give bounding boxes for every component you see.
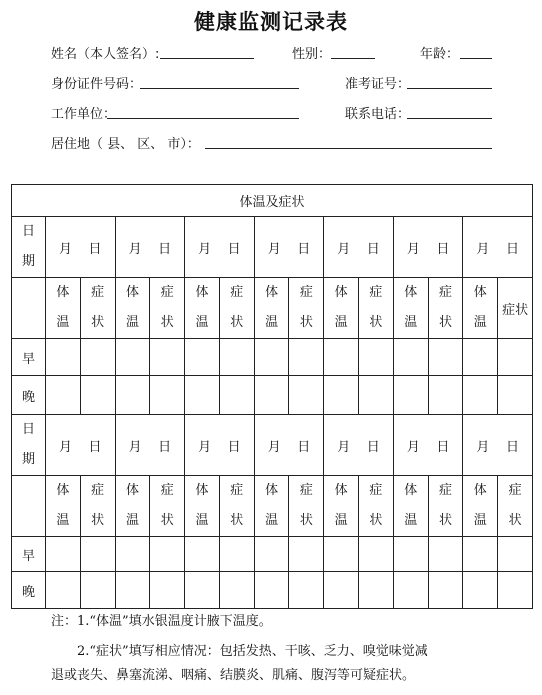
symptom-label: 症 状 (428, 476, 463, 537)
blank-cell (12, 476, 46, 537)
symptom-label: 症 状 (428, 278, 463, 339)
date-row (12, 415, 533, 476)
evening-label: 晚 (12, 572, 46, 609)
symptom-label: 症 状 (80, 278, 115, 339)
phone-label: 联系电话： (345, 107, 411, 122)
evening-row (12, 376, 533, 415)
symptom-label: 症 状 (289, 476, 324, 537)
date-cell[interactable]: 月 日 (324, 415, 394, 476)
entry-cell[interactable] (150, 572, 185, 609)
entry-cell[interactable] (219, 376, 254, 415)
temp-label: 体 温 (393, 278, 428, 339)
evening-row (12, 572, 533, 609)
symptom-label: 症 状 (289, 278, 324, 339)
entry-cell[interactable] (463, 339, 498, 376)
temp-label: 体 温 (463, 278, 498, 339)
entry-cell[interactable] (463, 572, 498, 609)
temp-label: 体 温 (254, 476, 289, 537)
symptom-label: 症 状 (219, 476, 254, 537)
entry-cell[interactable] (359, 376, 394, 415)
column-label-row (12, 278, 533, 339)
entry-cell[interactable] (393, 572, 428, 609)
age-field[interactable] (460, 58, 492, 59)
entry-cell[interactable] (428, 572, 463, 609)
entry-cell[interactable] (254, 376, 289, 415)
entry-cell[interactable] (219, 537, 254, 572)
morning-row (12, 537, 533, 572)
entry-cell[interactable] (393, 376, 428, 415)
temp-label: 体 温 (115, 278, 150, 339)
temp-label: 体 温 (463, 476, 498, 537)
date-cell[interactable]: 月 日 (393, 217, 463, 278)
id-field[interactable] (140, 88, 299, 89)
entry-cell[interactable] (185, 537, 220, 572)
entry-cell[interactable] (115, 339, 150, 376)
note-line-2: 2.“症状”填写相应情况：包括发热、干咳、乏力、嗅觉味觉减 (77, 644, 428, 659)
date-cell[interactable]: 月 日 (254, 415, 324, 476)
entry-cell[interactable] (359, 537, 394, 572)
temp-label: 体 温 (324, 278, 359, 339)
date-cell[interactable]: 月 日 (185, 217, 255, 278)
date-cell[interactable]: 月 日 (324, 217, 394, 278)
monitoring-table (11, 184, 533, 609)
temp-label: 体 温 (115, 476, 150, 537)
entry-cell[interactable] (254, 339, 289, 376)
gender-label: 性别： (292, 47, 332, 62)
entry-cell[interactable] (324, 376, 359, 415)
entry-cell[interactable] (150, 339, 185, 376)
symptom-label: 症 状 (150, 476, 185, 537)
entry-cell[interactable] (498, 339, 533, 376)
entry-cell[interactable] (185, 572, 220, 609)
entry-cell[interactable] (498, 572, 533, 609)
morning-label: 早 (12, 339, 46, 376)
age-label: 年龄： (420, 47, 460, 62)
evening-label: 晚 (12, 376, 46, 415)
column-label-row (12, 476, 533, 537)
block-2 (12, 415, 533, 609)
date-cell[interactable]: 月 日 (115, 415, 185, 476)
residence-label: 居住地（ 县、 区、 市）： (51, 137, 200, 152)
entry-cell[interactable] (185, 376, 220, 415)
blank-cell (12, 278, 46, 339)
temp-label: 体 温 (254, 278, 289, 339)
date-label: 日 期 (12, 415, 46, 476)
entry-cell[interactable] (46, 537, 81, 572)
entry-cell[interactable] (324, 572, 359, 609)
entry-cell[interactable] (185, 339, 220, 376)
date-cell[interactable]: 月 日 (46, 415, 116, 476)
entry-cell[interactable] (289, 339, 324, 376)
entry-cell[interactable] (46, 376, 81, 415)
temp-label: 体 温 (393, 476, 428, 537)
morning-label: 早 (12, 537, 46, 572)
entry-cell[interactable] (498, 537, 533, 572)
page-title: 健康监测记录表 (194, 10, 348, 34)
entry-cell[interactable] (219, 572, 254, 609)
entry-cell[interactable] (428, 339, 463, 376)
entry-cell[interactable] (289, 572, 324, 609)
date-cell[interactable]: 月 日 (46, 217, 116, 278)
date-cell[interactable]: 月 日 (463, 217, 533, 278)
block-1 (12, 217, 533, 415)
name-field[interactable] (160, 58, 254, 59)
morning-row (12, 339, 533, 376)
table-header: 体温及症状 (12, 185, 533, 217)
entry-cell[interactable] (115, 572, 150, 609)
symptom-label: 症状 (498, 278, 533, 339)
entry-cell[interactable] (359, 339, 394, 376)
entry-cell[interactable] (324, 339, 359, 376)
temp-label: 体 温 (324, 476, 359, 537)
date-label: 日 期 (12, 217, 46, 278)
entry-cell[interactable] (80, 339, 115, 376)
entry-cell[interactable] (289, 537, 324, 572)
entry-cell[interactable] (428, 376, 463, 415)
phone-field[interactable] (407, 118, 492, 119)
entry-cell[interactable] (324, 537, 359, 572)
note-line-3: 退或丧失、鼻塞流涕、咽痛、结膜炎、肌痛、腹泻等可疑症状。 (51, 668, 416, 683)
residence-field[interactable] (205, 148, 492, 149)
work-field[interactable] (107, 118, 299, 119)
entry-cell[interactable] (254, 572, 289, 609)
entry-cell[interactable] (80, 376, 115, 415)
entry-cell[interactable] (46, 339, 81, 376)
entry-cell[interactable] (254, 537, 289, 572)
symptom-label: 症 状 (150, 278, 185, 339)
temp-label: 体 温 (46, 278, 81, 339)
entry-cell[interactable] (80, 537, 115, 572)
exam-label: 准考证号： (345, 77, 411, 92)
entry-cell[interactable] (115, 537, 150, 572)
work-label: 工作单位： (51, 107, 117, 122)
note-line-1: 注：1.“体温”填水银温度计腋下温度。 (51, 614, 272, 629)
symptom-label: 症 状 (359, 278, 394, 339)
gender-field[interactable] (331, 58, 375, 59)
entry-cell[interactable] (463, 376, 498, 415)
temp-label: 体 温 (46, 476, 81, 537)
entry-cell[interactable] (150, 537, 185, 572)
id-label: 身份证件号码： (51, 77, 143, 92)
date-cell[interactable]: 月 日 (393, 415, 463, 476)
exam-field[interactable] (407, 88, 492, 89)
entry-cell[interactable] (115, 376, 150, 415)
entry-cell[interactable] (498, 376, 533, 415)
date-cell[interactable]: 月 日 (254, 217, 324, 278)
entry-cell[interactable] (463, 537, 498, 572)
entry-cell[interactable] (219, 339, 254, 376)
entry-cell[interactable] (428, 537, 463, 572)
entry-cell[interactable] (80, 572, 115, 609)
symptom-label: 症 状 (80, 476, 115, 537)
name-label: 姓名（本人签名）: (51, 47, 160, 62)
date-row (12, 217, 533, 278)
date-cell[interactable]: 月 日 (185, 415, 255, 476)
symptom-label: 症 状 (498, 476, 533, 537)
symptom-label: 症 状 (219, 278, 254, 339)
temp-label: 体 温 (185, 278, 220, 339)
entry-cell[interactable] (393, 339, 428, 376)
date-cell[interactable]: 月 日 (463, 415, 533, 476)
entry-cell[interactable] (150, 376, 185, 415)
notes (51, 610, 501, 688)
entry-cell[interactable] (393, 537, 428, 572)
entry-cell[interactable] (289, 376, 324, 415)
symptom-label: 症 状 (359, 476, 394, 537)
date-cell[interactable]: 月 日 (115, 217, 185, 278)
entry-cell[interactable] (359, 572, 394, 609)
temp-label: 体 温 (185, 476, 220, 537)
entry-cell[interactable] (46, 572, 81, 609)
